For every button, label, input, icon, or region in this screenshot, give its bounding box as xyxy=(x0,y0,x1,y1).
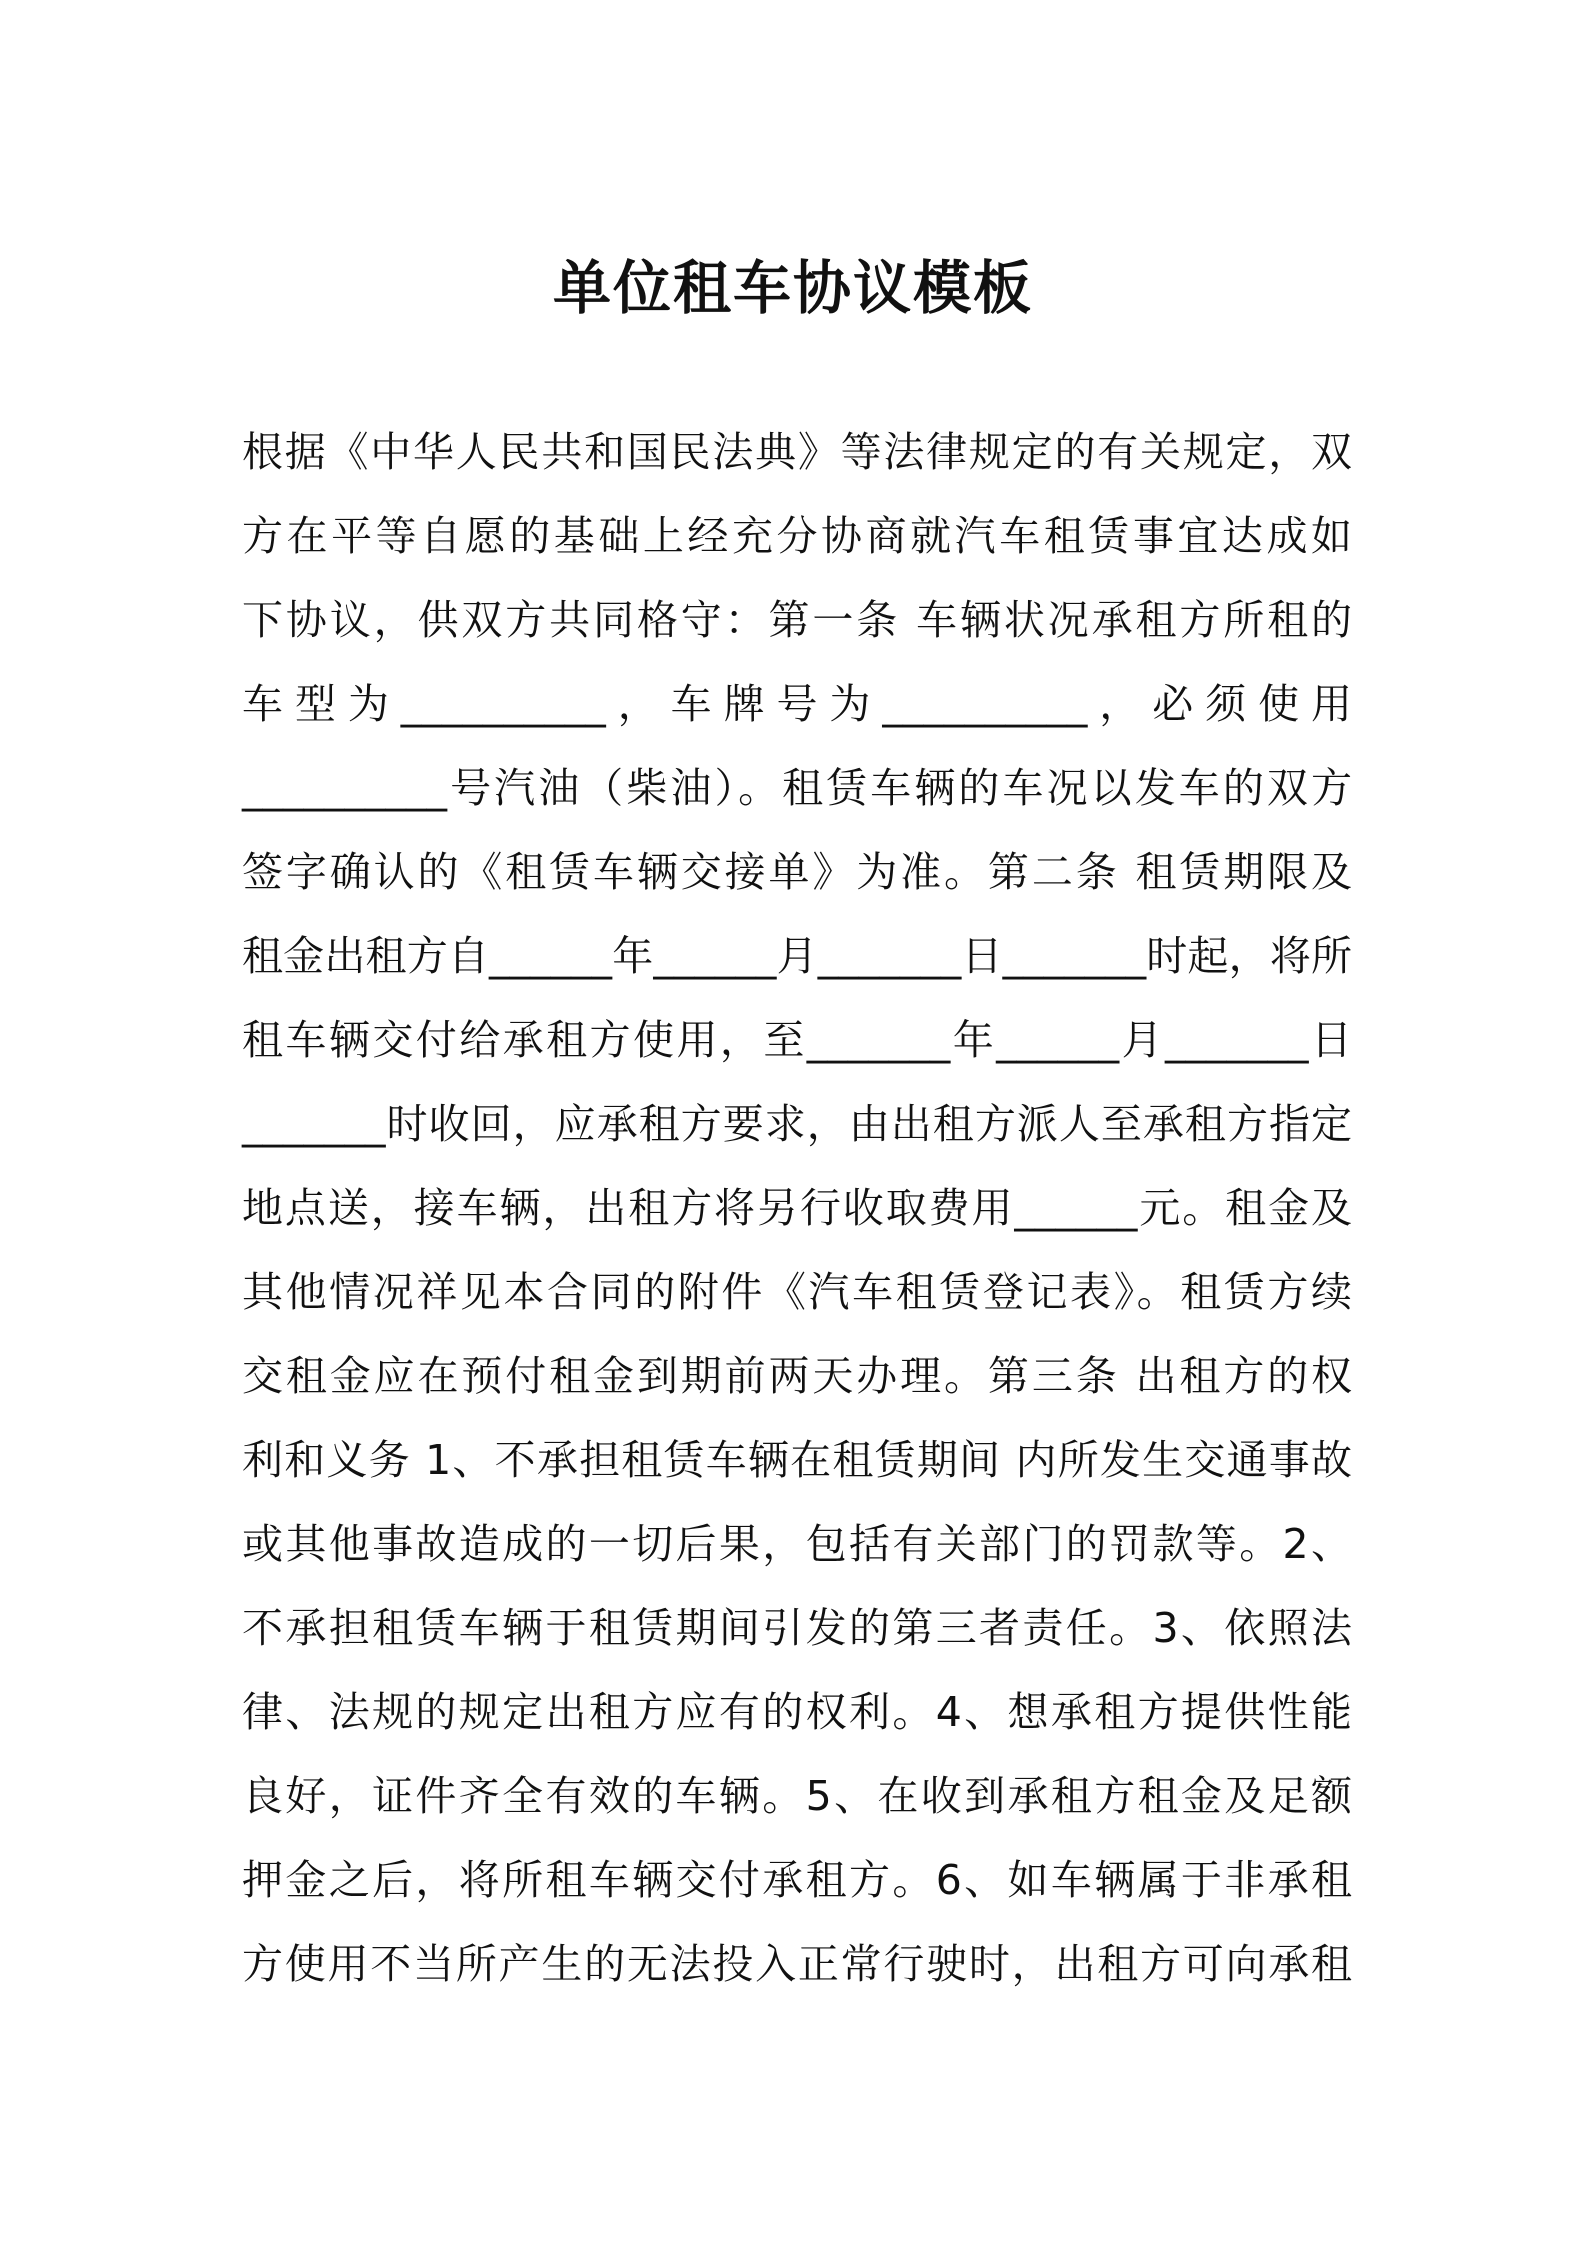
body-line: 地点送，接车辆，出租方将另行收取费用______元。租金及 xyxy=(242,1184,1352,1232)
body-line: 方在平等自愿的基础上经充分协商就汽车租赁事宜达成如 xyxy=(242,512,1352,560)
body-line: 不承担租赁车辆于租赁期间引发的第三者责任。3、依照法 xyxy=(242,1604,1352,1652)
body-line: 签字确认的《租赁车辆交接单》为准。第二条 租赁期限及 xyxy=(242,848,1352,896)
body-line: 方使用不当所产生的无法投入正常行驶时，出租方可向承租 xyxy=(242,1940,1352,1988)
body-line: 其他情况祥见本合同的附件《汽车租赁登记表》。租赁方续 xyxy=(242,1268,1352,1316)
body-line: 车型为__________，车牌号为__________，必须使用 xyxy=(242,680,1352,728)
body-line: 根据《中华人民共和国民法典》等法律规定的有关规定，双 xyxy=(242,428,1352,476)
body-line: 押金之后，将所租车辆交付承租方。6、如车辆属于非承租 xyxy=(242,1856,1352,1904)
document-body xyxy=(242,410,1352,2006)
body-line: 或其他事故造成的一切后果，包括有关部门的罚款等。2、 xyxy=(242,1520,1352,1568)
document-title: 单位租车协议模板 xyxy=(552,254,1033,322)
body-line: 下协议，供双方共同格守：第一条 车辆状况承租方所租的 xyxy=(242,596,1352,644)
body-line: __________号汽油（柴油）。租赁车辆的车况以发车的双方 xyxy=(242,764,1352,812)
body-line: 交租金应在预付租金到期前两天办理。第三条 出租方的权 xyxy=(242,1352,1352,1400)
body-line: 租金出租方自______年______月_______日_______时起，将所 xyxy=(242,932,1352,980)
body-line: 租车辆交付给承租方使用，至_______年______月_______日 xyxy=(242,1016,1352,1064)
body-line: _______时收回，应承租方要求，由出租方派人至承租方指定 xyxy=(242,1100,1352,1148)
body-line: 律、法规的规定出租方应有的权利。4、想承租方提供性能 xyxy=(242,1688,1352,1736)
body-line: 利和义务 1、不承担租赁车辆在租赁期间 内所发生交通事故 xyxy=(242,1436,1352,1484)
body-line: 良好，证件齐全有效的车辆。5、在收到承租方租金及足额 xyxy=(242,1772,1352,1820)
